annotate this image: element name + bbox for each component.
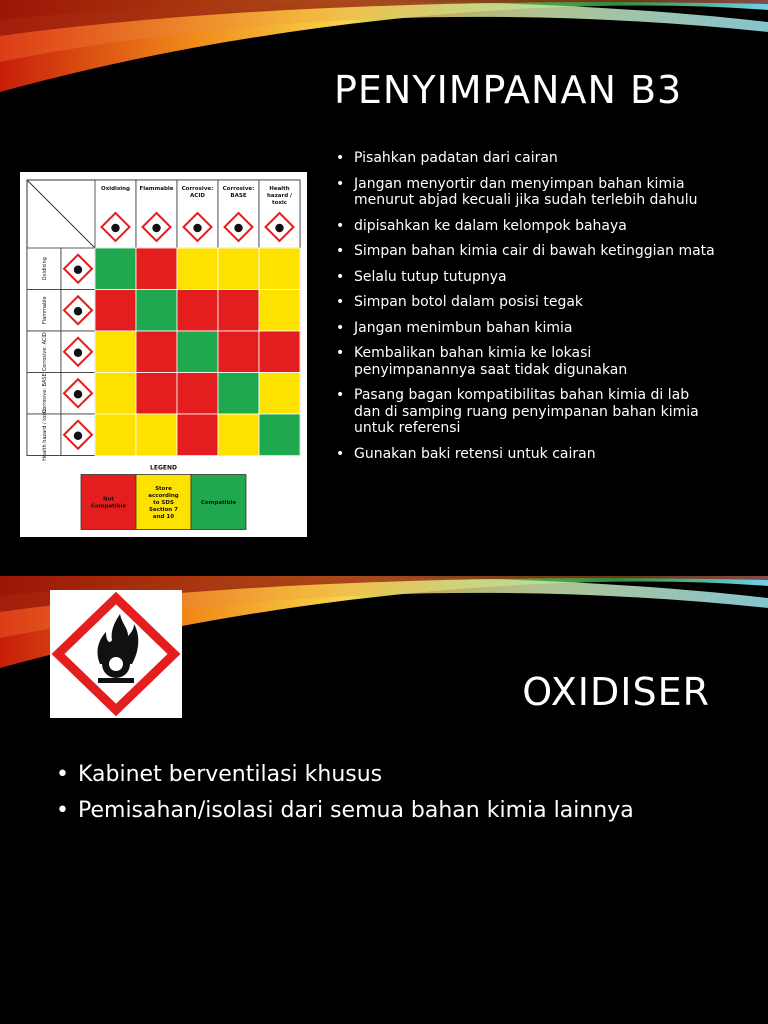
compat-cell [136,331,177,373]
column-header-label: Flammable [139,186,174,192]
list-item: • Pasang bagan kompatibilitas bahan kimia di lab dan di samping ruang penyimpanan bahan kimia untuk referensi [336,387,716,437]
row-header-label: Corrosive: ACID [42,332,48,372]
compat-cell [136,414,177,456]
slide-title: PENYIMPANAN B3 [334,68,683,112]
column-header-label: Corrosive: [181,186,214,192]
compat-cell [259,290,300,332]
compat-cell [95,373,136,415]
compat-cell [177,373,218,415]
compat-cell [95,248,136,290]
compat-cell [218,331,259,373]
slide-oxidiser [0,576,768,1024]
legend-label: Section 7 [149,507,178,513]
legend-label: and 10 [152,514,175,520]
legend-title: LEGEND [150,464,177,472]
column-header-label: toxic [271,200,288,206]
list-item: • Simpan botol dalam posisi tegak [336,294,716,311]
row-header-label: Health hazard / toxic [42,408,48,461]
compat-cell [218,248,259,290]
row-header-label: Oxidising [42,257,48,281]
oxidiser-pictogram-image [50,590,182,718]
list-item: • Jangan menyortir dan menyimpan bahan kimia menurut abjad kecuali jika sudah terlebih dahulu [336,176,716,209]
compat-cell [177,414,218,456]
legend-label: to SDS [153,500,174,506]
compat-cell [259,373,300,415]
compat-cell [259,414,300,456]
column-header-label: Health [269,186,290,192]
list-item: • dipisahkan ke dalam kelompok bahaya [336,218,716,235]
list-item: • Simpan bahan kimia cair di bawah ketinggian mata [336,243,716,260]
row-header-label: Corrosive: BASE [42,373,48,414]
list-item: • Selalu tutup tutupnya [336,269,716,286]
list-item: • Gunakan baki retensi untuk cairan [336,446,716,463]
compat-cell [95,290,136,332]
row-header-label: Flammable [42,296,48,325]
column-header-label: hazard / [266,193,293,199]
header-diagonal [27,180,95,248]
compat-cell [177,290,218,332]
legend-label: Compatible [200,500,237,506]
oxidiser-bullet-list [56,762,736,834]
compatibility-chart [20,172,307,537]
legend-label: Compatible [90,503,127,510]
column-header-label: BASE [230,193,247,199]
list-item: • Pemisahan/isolasi dari semua bahan kimia lainnya [56,798,736,824]
compat-cell [177,248,218,290]
compat-cell [136,373,177,415]
column-header-label: Oxidising [101,186,130,192]
list-item: • Kabinet berventilasi khusus [56,762,736,788]
compat-cell [218,414,259,456]
list-item: • Kembalikan bahan kimia ke lokasi penyimpanannya saat tidak digunakan [336,345,716,378]
storage-bullet-list [336,150,716,471]
legend-label: Store [155,486,172,492]
compat-cell [259,331,300,373]
legend-label: Not [102,496,115,503]
compat-cell [95,414,136,456]
flame-over-circle-icon [50,590,182,718]
column-header-label: Corrosive: [222,186,255,192]
list-item: • Jangan menimbun bahan kimia [336,320,716,337]
compat-cell [259,248,300,290]
compat-cell [218,290,259,332]
list-item: • Pisahkan padatan dari cairan [336,150,716,167]
compat-cell [95,331,136,373]
column-header-label: ACID [190,193,205,199]
legend-label: according [148,493,179,499]
compat-cell [218,373,259,415]
slide-title: OXIDISER [522,670,710,714]
compat-cell [136,290,177,332]
compatibility-chart-image [20,172,307,537]
compat-cell [177,331,218,373]
compat-cell [136,248,177,290]
